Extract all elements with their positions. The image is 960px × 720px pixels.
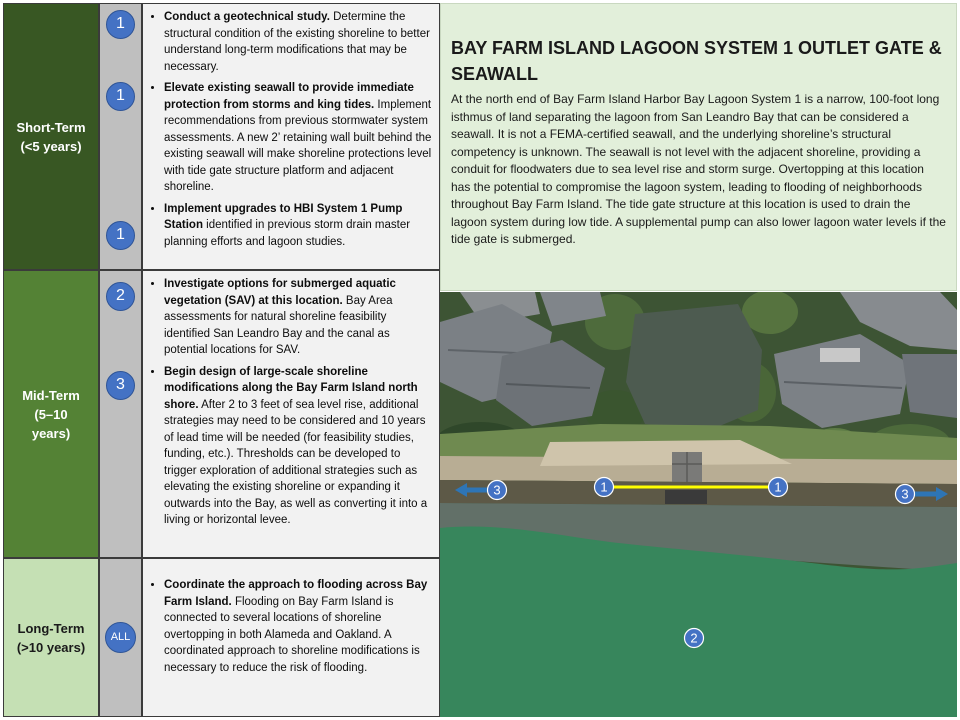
action-list xyxy=(143,9,435,250)
site-description: At the north end of Bay Farm Island Harbor Bay Lagoon System 1 is a narrow, 100-foot long isthmus of land separating the lagoon from San Leandro Bay that can be considered a seawall. It is not a FEMA-certified seawall, and the underlying shoreline’s structural competency is unknown. The seawall is not level with the adjacent shoreline, providing a conduit for floodwaters due to sea level rise and storm surge. Overtopping at this location has the potential to compromise the lagoon system, leading to flooding of neighborhoods throughout Bay Farm Island. The tide gate structure at this location is used to drain the lagoon system during low tide. A supplemental pump can also lower lagoon water levels if the tide gate is submerged. xyxy=(451,92,946,246)
action-description: After 2 to 3 feet of sea level rise, additional strategies may need to be considered and 10 years of lead time will be needed (for feasibility studies, funding, etc.). Thresholds can be developed to trigger exploration of additional strategies such as elevating the existing shoreline or expanding it outwards into the Bay, as well as converting it into a living or horizontal levee. xyxy=(164,398,428,526)
phase-range: (5–10 years) xyxy=(31,406,71,441)
location-number-badge: 1 xyxy=(106,221,135,250)
action-item xyxy=(164,276,435,359)
marker-label: 2 xyxy=(690,630,698,646)
action-heading: Implement upgrades to HBI System 1 Pump Station xyxy=(164,202,403,231)
map-marker-east xyxy=(896,485,915,504)
lagoon-water xyxy=(626,304,762,430)
aerial-photo-canvas xyxy=(440,292,957,717)
marker-label: 3 xyxy=(901,486,909,502)
house-roof-light xyxy=(820,348,860,362)
actions-mid-term xyxy=(142,270,440,558)
tree xyxy=(742,292,798,334)
map-marker-west xyxy=(488,481,507,500)
phase-range: (>10 years) xyxy=(16,639,86,655)
marker-label: 3 xyxy=(493,482,501,498)
actions-short-term xyxy=(142,3,440,270)
location-number-badge: 1 xyxy=(106,82,135,111)
actions-long-term xyxy=(142,558,440,717)
map-marker-gate-east xyxy=(769,478,788,497)
action-description: Determine the structural condition of the existing shoreline to better understand long-term modifications that may be necessary. xyxy=(164,11,430,73)
action-description: Implement recommendations from previous stormwater system assessments. A new 2’ retaining wall built behind the existing seawall will make shoreline protections level with tide gate structure platform and adjacent shoreline. xyxy=(164,98,432,193)
phase-name: Short-Term xyxy=(16,119,86,135)
action-description: Bay Area assessments for natural shoreline feasibility identified San Leandro Bay and the canal as potential locations for SAV. xyxy=(164,294,393,356)
phase-label-long-term xyxy=(3,558,99,717)
location-number-badge: 1 xyxy=(106,10,135,39)
phase-range: (<5 years) xyxy=(20,138,82,154)
action-list xyxy=(143,577,435,676)
page-title: BAY FARM ISLAND LAGOON SYSTEM 1 OUTLET GATE & SEAWALL xyxy=(451,38,942,84)
outlet-culvert xyxy=(665,490,707,504)
location-number-badge-all: ALL xyxy=(105,622,136,653)
action-item xyxy=(164,577,435,676)
action-item xyxy=(164,201,435,251)
phase-label-mid-term xyxy=(3,270,99,558)
phase-name: Mid-Term xyxy=(22,387,80,403)
house-roof xyxy=(902,354,957,418)
location-number-badge: 3 xyxy=(106,371,135,400)
site-overview-panel xyxy=(440,3,957,291)
action-heading: Elevate existing seawall to provide immediate protection from storms and king tides. xyxy=(164,82,414,111)
action-heading: Conduct a geotechnical study. xyxy=(164,11,330,23)
marker-strip-mid-term xyxy=(99,270,142,558)
marker-label: 1 xyxy=(600,479,608,495)
action-item xyxy=(164,364,435,529)
location-number-badge: 2 xyxy=(106,282,135,311)
action-list xyxy=(143,276,435,529)
map-marker-water xyxy=(685,629,704,648)
marker-label: 1 xyxy=(774,479,782,495)
action-heading: Coordinate the approach to flooding across Bay Farm Island. xyxy=(164,579,428,608)
phase-name: Long-Term xyxy=(17,620,85,636)
action-description: Flooding on Bay Farm Island is connected to several locations of shoreline overtopping in both Alameda and Oakland. A coordinated approach to shoreline modifications is necessary to reduce the risk of flooding. xyxy=(164,595,420,674)
map-marker-gate-west xyxy=(595,478,614,497)
action-description: identified in previous storm drain master planning efforts and lagoon studies. xyxy=(164,219,411,248)
action-heading: Investigate options for submerged aquatic vegetation (SAV) at this location. xyxy=(164,278,396,307)
action-heading: Begin design of large-scale shoreline modifications along the Bay Farm Island north shore. xyxy=(164,365,418,411)
aerial-photo xyxy=(440,292,957,717)
phase-label-short-term xyxy=(3,3,99,270)
action-item xyxy=(164,9,435,75)
action-item xyxy=(164,80,435,196)
